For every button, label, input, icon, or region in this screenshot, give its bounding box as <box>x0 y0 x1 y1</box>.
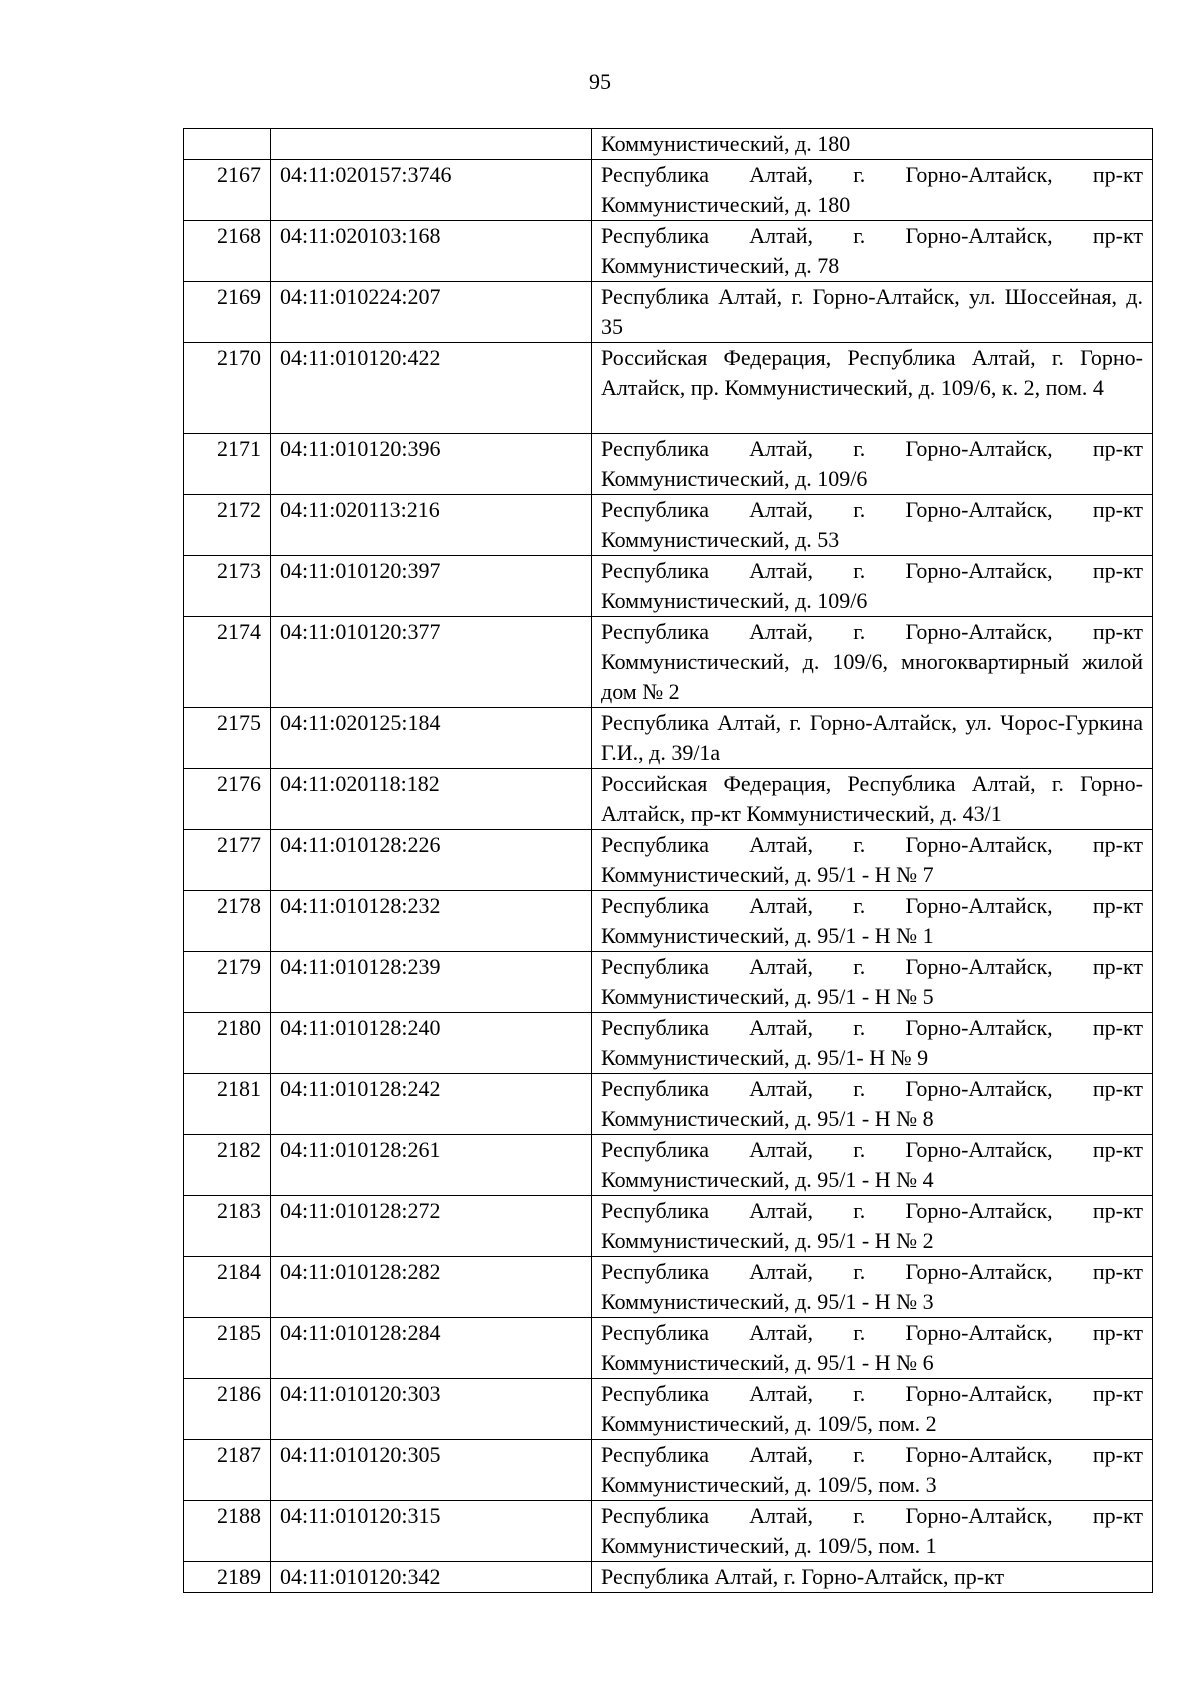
table-row <box>184 160 1153 221</box>
table-row <box>184 891 1153 952</box>
cadastral-number: 04:11:020103:168 <box>271 221 592 282</box>
address: Республика Алтай, г. Горно-Алтайск, пр-кт <box>592 1562 1153 1593</box>
table-row <box>184 830 1153 891</box>
address: Республика Алтай, г. Горно-Алтайск, пр-кт Коммунистический, д. 180 <box>592 160 1153 221</box>
address: Республика Алтай, г. Горно-Алтайск, пр-кт Коммунистический, д. 78 <box>592 221 1153 282</box>
cadastral-number: 04:11:020157:3746 <box>271 160 592 221</box>
address: Республика Алтай, г. Горно-Алтайск, пр-кт Коммунистический, д. 109/6 <box>592 556 1153 617</box>
page-number: 95 <box>589 69 611 94</box>
row-number: 2188 <box>184 1501 271 1562</box>
row-number: 2187 <box>184 1440 271 1501</box>
row-number: 2179 <box>184 952 271 1013</box>
table-row <box>184 221 1153 282</box>
cadastral-number: 04:11:010120:315 <box>271 1501 592 1562</box>
address: Республика Алтай, г. Горно-Алтайск, пр-кт Коммунистический, д. 95/1 - Н № 6 <box>592 1318 1153 1379</box>
row-number: 2168 <box>184 221 271 282</box>
cadastral-number: 04:11:020118:182 <box>271 769 592 830</box>
address: Республика Алтай, г. Горно-Алтайск, пр-кт Коммунистический, д. 95/1 - Н № 2 <box>592 1196 1153 1257</box>
row-number: 2167 <box>184 160 271 221</box>
address: Республика Алтай, г. Горно-Алтайск, пр-кт Коммунистический, д. 109/5, пом. 2 <box>592 1379 1153 1440</box>
address: Республика Алтай, г. Горно-Алтайск, пр-кт Коммунистический, д. 109/6, многоквартирный жилой дом № 2 <box>592 617 1153 708</box>
cadastral-number: 04:11:010120:303 <box>271 1379 592 1440</box>
table-row <box>184 495 1153 556</box>
table-row <box>184 1562 1153 1593</box>
cadastral-number: 04:11:010120:396 <box>271 434 592 495</box>
address: Республика Алтай, г. Горно-Алтайск, пр-кт Коммунистический, д. 95/1 - Н № 4 <box>592 1135 1153 1196</box>
cadastral-number: 04:11:010128:284 <box>271 1318 592 1379</box>
row-number: 2173 <box>184 556 271 617</box>
address: Республика Алтай, г. Горно-Алтайск, пр-кт Коммунистический, д. 95/1 - Н № 5 <box>592 952 1153 1013</box>
table-row <box>184 434 1153 495</box>
table-row <box>184 617 1153 708</box>
row-number: 2184 <box>184 1257 271 1318</box>
row-number: 2185 <box>184 1318 271 1379</box>
cadastral-number: 04:11:010128:232 <box>271 891 592 952</box>
address: Республика Алтай, г. Горно-Алтайск, пр-кт Коммунистический, д. 109/6 <box>592 434 1153 495</box>
row-number: 2175 <box>184 708 271 769</box>
table-row <box>184 1135 1153 1196</box>
row-number: 2183 <box>184 1196 271 1257</box>
cadastral-number: 04:11:020113:216 <box>271 495 592 556</box>
address: Республика Алтай, г. Горно-Алтайск, пр-кт Коммунистический, д. 95/1 - Н № 7 <box>592 830 1153 891</box>
table-row <box>184 952 1153 1013</box>
table-row <box>184 708 1153 769</box>
address: Республика Алтай, г. Горно-Алтайск, ул. Шоссейная, д. 35 <box>592 282 1153 343</box>
cadastral-number: 04:11:010128:240 <box>271 1013 592 1074</box>
address: Республика Алтай, г. Горно-Алтайск, пр-кт Коммунистический, д. 53 <box>592 495 1153 556</box>
row-number: 2186 <box>184 1379 271 1440</box>
cadastral-number: 04:11:010120:422 <box>271 343 592 434</box>
row-number: 2189 <box>184 1562 271 1593</box>
table-row <box>184 1379 1153 1440</box>
table-row <box>184 1318 1153 1379</box>
cadastral-number: 04:11:010224:207 <box>271 282 592 343</box>
address: Республика Алтай, г. Горно-Алтайск, пр-кт Коммунистический, д. 95/1- Н № 9 <box>592 1013 1153 1074</box>
row-number: 2169 <box>184 282 271 343</box>
cadastral-number: 04:11:010128:261 <box>271 1135 592 1196</box>
address: Российская Федерация, Республика Алтай, г. Горно-Алтайск, пр-кт Коммунистический, д. 43/1 <box>592 769 1153 830</box>
address: Республика Алтай, г. Горно-Алтайск, ул. Чорос-Гуркина Г.И., д. 39/1а <box>592 708 1153 769</box>
cadastral-number <box>271 129 592 160</box>
row-number: 2182 <box>184 1135 271 1196</box>
address: Республика Алтай, г. Горно-Алтайск, пр-кт Коммунистический, д. 95/1 - Н № 3 <box>592 1257 1153 1318</box>
address: Российская Федерация, Республика Алтай, г. Горно-Алтайск, пр. Коммунистический, д. 109/6, к. 2, пом. 4 <box>592 343 1153 434</box>
row-number: 2180 <box>184 1013 271 1074</box>
cadastral-number: 04:11:010128:239 <box>271 952 592 1013</box>
table-row <box>184 282 1153 343</box>
cadastral-number: 04:11:010128:272 <box>271 1196 592 1257</box>
address: Республика Алтай, г. Горно-Алтайск, пр-кт Коммунистический, д. 109/5, пом. 1 <box>592 1501 1153 1562</box>
cadastral-number: 04:11:010128:226 <box>271 830 592 891</box>
table-row <box>184 129 1153 160</box>
row-number: 2171 <box>184 434 271 495</box>
row-number: 2174 <box>184 617 271 708</box>
cadastral-number: 04:11:010128:242 <box>271 1074 592 1135</box>
table-row <box>184 1196 1153 1257</box>
table-row <box>184 1501 1153 1562</box>
address: Республика Алтай, г. Горно-Алтайск, пр-кт Коммунистический, д. 95/1 - Н № 8 <box>592 1074 1153 1135</box>
table-row <box>184 343 1153 434</box>
row-number: 2177 <box>184 830 271 891</box>
table-row <box>184 1074 1153 1135</box>
row-number: 2172 <box>184 495 271 556</box>
cadastral-number: 04:11:010128:282 <box>271 1257 592 1318</box>
cadastral-registry-table <box>183 128 1153 1593</box>
cadastral-number: 04:11:010120:342 <box>271 1562 592 1593</box>
row-number: 2178 <box>184 891 271 952</box>
address: Республика Алтай, г. Горно-Алтайск, пр-кт Коммунистический, д. 95/1 - Н № 1 <box>592 891 1153 952</box>
table-row <box>184 769 1153 830</box>
cadastral-number: 04:11:020125:184 <box>271 708 592 769</box>
cadastral-number: 04:11:010120:305 <box>271 1440 592 1501</box>
table-row <box>184 1013 1153 1074</box>
table-row <box>184 1440 1153 1501</box>
cadastral-number: 04:11:010120:377 <box>271 617 592 708</box>
table-row <box>184 556 1153 617</box>
row-number <box>184 129 271 160</box>
address: Коммунистический, д. 180 <box>592 129 1153 160</box>
row-number: 2170 <box>184 343 271 434</box>
row-number: 2181 <box>184 1074 271 1135</box>
cadastral-number: 04:11:010120:397 <box>271 556 592 617</box>
address: Республика Алтай, г. Горно-Алтайск, пр-кт Коммунистический, д. 109/5, пом. 3 <box>592 1440 1153 1501</box>
table-row <box>184 1257 1153 1318</box>
row-number: 2176 <box>184 769 271 830</box>
